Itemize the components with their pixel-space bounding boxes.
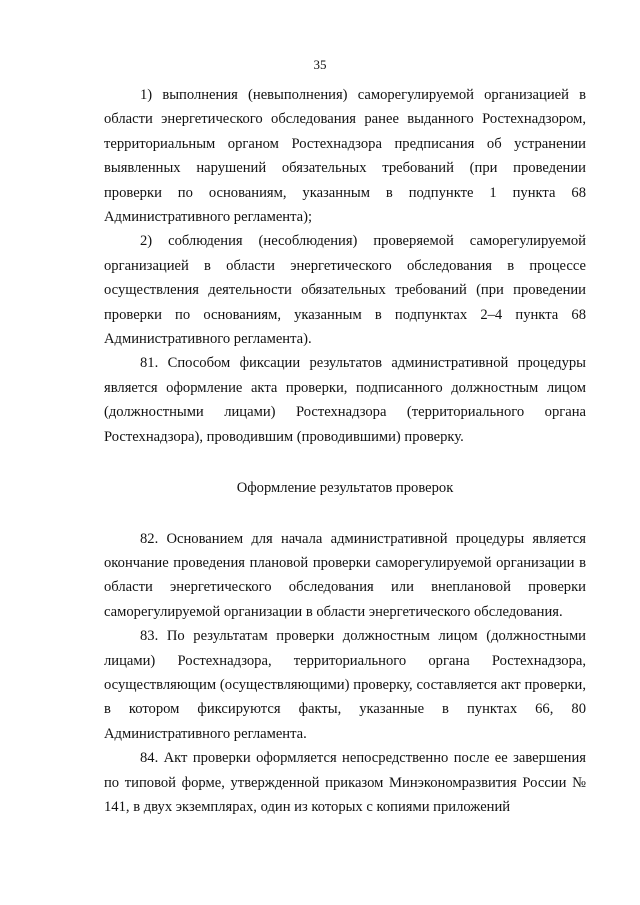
page-number: 35: [313, 57, 327, 72]
paragraph-83: 83. По результатам проверки должностным лицом (должностными лицами) Ростехнадзора, территориального органа Ростехнадзора, осуществляющим (осуществляющими) проверку, составляется акт проверки, в котором фиксируются факты, указанные в пунктах 66, 80 Административного регламента.: [104, 628, 586, 742]
section-heading: Оформление результатов проверок: [236, 480, 454, 497]
paragraph-84: 84. Акт проверки оформляется непосредственно после ее завершения по типовой форме, утвержденной приказом Минэкономразвития России № 141, в двух экземплярах, один из которых с копиями приложений: [104, 750, 586, 815]
paragraph-81: 81. Способом фиксации результатов административной процедуры является оформление акта проверки, подписанного должностным лицом (должностными лицами) Ростехнадзора (территориального органа Ростехнадзора), проводившим (проводившими) проверку.: [104, 355, 586, 445]
paragraph-82: 82. Основанием для начала административной процедуры является окончание проведения плановой проверки саморегулируемой организации в области энергетического обследования или внеплановой проверки саморегулируемой организации в области энергетического обследования.: [104, 530, 586, 620]
paragraph-subitem-2: 2) соблюдения (несоблюдения) проверяемой саморегулируемой организацией в области энергетического обследования в процессе осуществления деятельности обязательных требований (при проведении проверки по основаниям, указанным в подпунктах 2–4 пункта 68 Административного регламента).: [104, 233, 586, 348]
document-body: [104, 83, 586, 819]
paragraph-subitem-1: 1) выполнения (невыполнения) саморегулируемой организацией в области энергетического обследования ранее выданного Ростехнадзором, территориальным органом Ростехнадзора предписания об устранении выявленных нарушений обязательных требований (при проведении проверки по основаниям, указанным в подпункте 1 пункта 68 Административного регламента);: [104, 87, 586, 226]
